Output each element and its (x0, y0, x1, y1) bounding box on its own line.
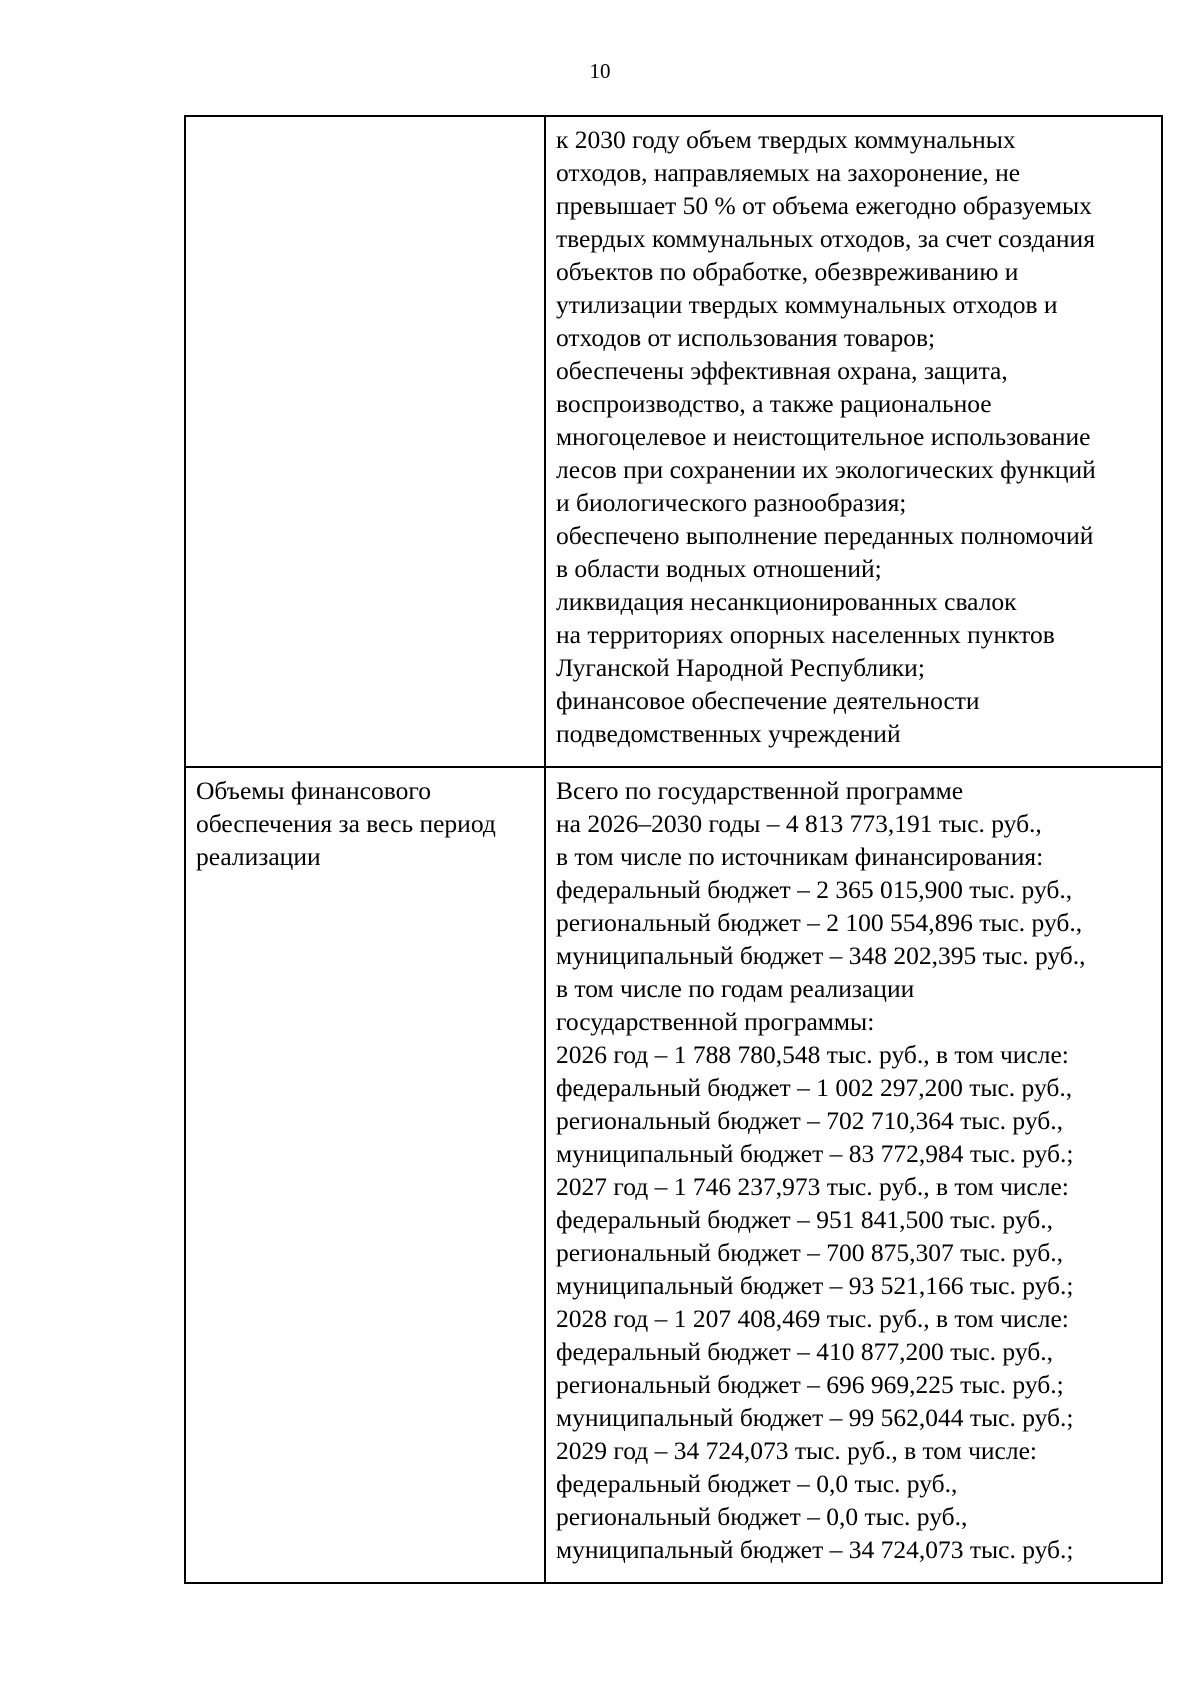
text-line: региональный бюджет – 0,0 тыс. руб., (556, 1502, 968, 1531)
text-line: твердых коммунальных отходов, за счет создания (556, 224, 1095, 253)
text-line: региональный бюджет – 2 100 554,896 тыс. руб., (556, 908, 1083, 937)
text-line: превышает 50 % от объема ежегодно образуемых (556, 191, 1092, 220)
text-line: федеральный бюджет – 1 002 297,200 тыс. руб., (556, 1073, 1073, 1102)
text-line: муниципальный бюджет – 93 521,166 тыс. руб.; (556, 1271, 1074, 1300)
text-line: федеральный бюджет – 410 877,200 тыс. руб., (556, 1337, 1053, 1366)
text-line: многоцелевое и неистощительное использование (556, 422, 1091, 451)
text-line: Луганской Народной Республики; (556, 653, 925, 682)
text-line: Всего по государственной программе (556, 776, 964, 805)
text-line: муниципальный бюджет – 99 562,044 тыс. руб.; (556, 1403, 1074, 1432)
table-cell-value (545, 767, 1162, 1583)
text-line: реализации (196, 842, 321, 871)
text-line: федеральный бюджет – 0,0 тыс. руб., (556, 1469, 958, 1498)
text-line: 2026 год – 1 788 780,548 тыс. руб., в том числе: (556, 1040, 1069, 1069)
table-row (185, 116, 1162, 767)
text-line: на территориях опорных населенных пунктов (556, 620, 1055, 649)
text-line: федеральный бюджет – 2 365 015,900 тыс. руб., (556, 875, 1073, 904)
text-line: Объемы финансового (196, 776, 431, 805)
text-line: 2029 год – 34 724,073 тыс. руб., в том числе: (556, 1436, 1038, 1465)
text-line: на 2026–2030 годы – 4 813 773,191 тыс. руб., (556, 809, 1042, 838)
text-line: обеспечены эффективная охрана, защита, (556, 356, 1008, 385)
text-line: подведомственных учреждений (556, 719, 901, 748)
text-line: отходов от использования товаров; (556, 323, 936, 352)
text-line: муниципальный бюджет – 34 724,073 тыс. руб.; (556, 1535, 1074, 1564)
text-line: региональный бюджет – 696 969,225 тыс. руб.; (556, 1370, 1064, 1399)
text-line: утилизации твердых коммунальных отходов и (556, 290, 1058, 319)
text-line: региональный бюджет – 700 875,307 тыс. руб., (556, 1238, 1063, 1267)
text-line: воспроизводство, а также рациональное (556, 389, 992, 418)
text-line: отходов, направляемых на захоронение, не (556, 158, 1021, 187)
table-cell-label (185, 116, 545, 767)
text-line: федеральный бюджет – 951 841,500 тыс. руб., (556, 1205, 1053, 1234)
text-line: 2027 год – 1 746 237,973 тыс. руб., в том числе: (556, 1172, 1069, 1201)
text-line: муниципальный бюджет – 83 772,984 тыс. руб.; (556, 1139, 1074, 1168)
text-line: в том числе по годам реализации (556, 974, 915, 1003)
text-line: в области водных отношений; (556, 554, 882, 583)
text-line: к 2030 году объем твердых коммунальных (556, 125, 1016, 154)
text-line: объектов по обработке, обезвреживанию и (556, 257, 1019, 286)
text-line: государственной программы: (556, 1007, 875, 1036)
text-line: в том числе по источникам финансирования: (556, 842, 1044, 871)
text-line: обеспечения за весь период (196, 809, 496, 838)
text-line: ликвидация несанкционированных свалок (556, 587, 1017, 616)
table-cell-label (185, 767, 545, 1583)
text-line: лесов при сохранении их экологических функций (556, 455, 1096, 484)
text-line: региональный бюджет – 702 710,364 тыс. руб., (556, 1106, 1063, 1135)
text-line: 2028 год – 1 207 408,469 тыс. руб., в том числе: (556, 1304, 1069, 1333)
table-row (185, 767, 1162, 1583)
text-line: и биологического разнообразия; (556, 488, 907, 517)
page-number: 10 (589, 59, 611, 83)
text-line: обеспечено выполнение переданных полномочий (556, 521, 1094, 550)
text-line: финансовое обеспечение деятельности (556, 686, 980, 715)
program-passport-table (184, 115, 1163, 1584)
table-cell-value (545, 116, 1162, 767)
text-line: муниципальный бюджет – 348 202,395 тыс. руб., (556, 941, 1086, 970)
